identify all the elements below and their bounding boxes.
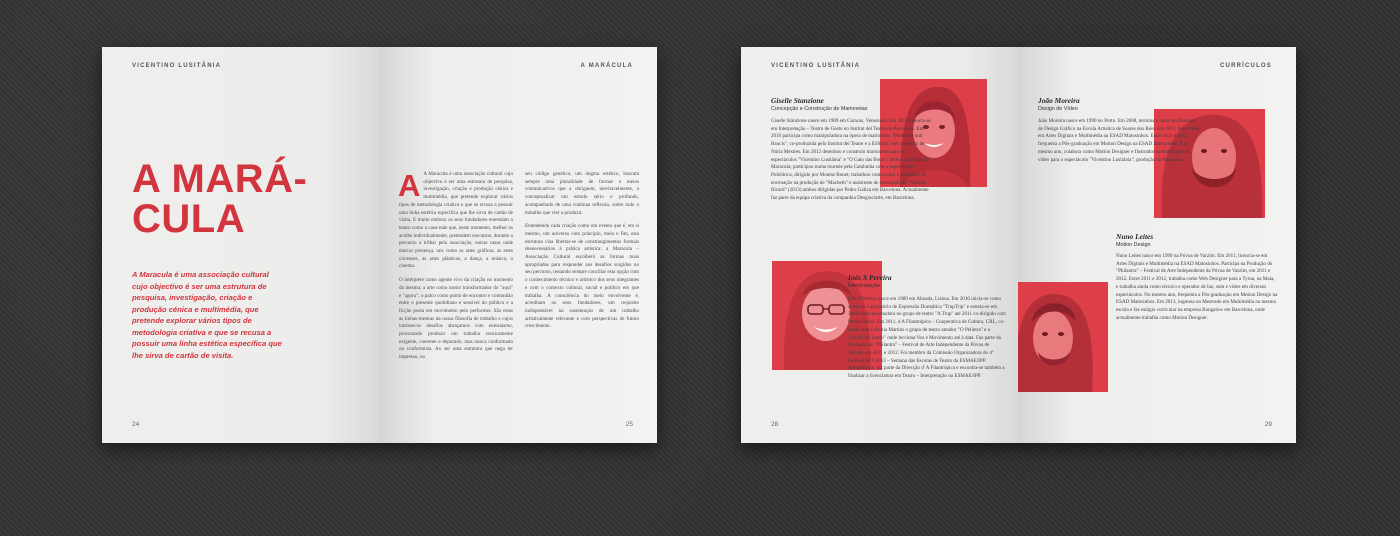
title-line-2: CULA (132, 197, 246, 241)
page-25 (379, 47, 657, 443)
page-29 (1018, 47, 1296, 443)
person-bio: Inês S Pereira nasce em 1989 em Almada, Lisboa. Em 2010 inicia-se como actriz no Laboratório de Expressão Dramática "TrupTrip" e estreia-se em 2010 como encenadora no grupo de teatro "A Trup" até 2011 co-dirigido com Pedro Galiza. Em 2011, n'A Filantrópica – Cooperativa de Cultura, CRL, co-funda com Cristina Martins o grupo de teatro amador "O Pelintra" e a "Escola de Teatro" onde lecciona Voz e Movimento até à data. Faz parte da Produção de "Philantra" – Festival de Arte Independente da Póvoa de Varzim, em 2011 e 2012. Foi membro da Comissão Organizadora do 4º Festival SET 2013 – Semana das Escolas de Teatro da ESMAE/IPP. Actualmente, faz parte da Direcção d' A Filantrópica e encontra-se também a finalizar a licenciatura em Teatro – Interpretação na ESMAE/IPP. (848, 296, 1006, 380)
lead-paragraph: A Maracula é uma associação cultural cujo objectivo é ser uma estrutura de pesquisa, investigação, criação e produção cénica e multimédia, que pretende explorar vários tipos de metodologia criativa e que se recusa a possuir uma linha estética específica que lhe sirva de cartão de visita. (132, 270, 282, 360)
column-2-paragraph-1: seu código genético, um dogma estético, buscará sempre uma pluralidade de formas e meios comunicativos que a obriguem, inevitavelmente, a conceptualizar um estudo sério e profundo, acompanhado de uma contínua reflexão, sobre todo o trabalho que vier a produzir. (525, 171, 639, 216)
person-name: Giselle Stanzione (771, 96, 824, 105)
column-2-paragraph-2: Entendendo cada criação como um evento que é, em si mesmo, um universo com princípio, meio e fim, esta estrutura visa libertar-se de constrangimentos formais desnecessários à prática artística: a Maracula – Associação Cultural escolherá as formas mais apropriadas para responder aos desafios surgidos no seu percurso, tentando sempre conciliar esta opção com o conhecimento técnico e artístico dos seus integrantes e com o contexto cultural, social e político em que trabalha. A consciência do meio envolvente é, acreditam os seus fundadores, um requisito indispensável na sustentação de um trabalho artisticamente relevante e com perspectivas de futuro crescimento. (525, 223, 639, 330)
body-column-2 (525, 171, 639, 337)
person-role: Interpretação (848, 283, 880, 289)
running-head: CURRÍCULOS (1220, 63, 1272, 69)
person-role: Design de Vídeo (1038, 106, 1078, 112)
portrait-photo-nuno (1018, 282, 1108, 392)
person-bio: Giselle Stanzione nasce em 1989 em Caracas, Venezuela. Em 2013 licencia-se em Interpretação – Teatro de Gesto no Institut del Teatre de Barcelona. Em 2010 participa como manipuladora na ópera de marionetas "Philemon und Baucis", co-produzida pelo Institut del Teatre e a ESMAE, sob a direção de Núria Mestres. Em 2012 desenhou e construiu marionetas para os espectáculos "Vicentino Lusitânia" e "O Gato das Botas", ambos produção da Maracula; participou numa tournée pela Catalunha com o espectáculo Poliédrica, dirigido por Montse Bonet; trabalhou como actriz e assistente de encenação na produção de "Macbeth" e assistente de encenação de "Nonnés Ricard" (2013) ambos dirigidas por Pedro Galiza em Barcelona. Actualmente faz parte da equipa criativa da companhia Desgraciarte, em Barcelona. (771, 118, 931, 202)
page-number: 29 (1264, 421, 1272, 428)
person-bio: Nuno Leites nasce em 1990 na Póvoa de Varzim. Em 2011, licencia-se em Artes Digitais e Multimédia na ESAD Matosinhos. Participa na Produção do "Philantra" – Festival de Arte Independente da Póvoa de Varzim, em 2011 e 2012. Entre 2011 e 2012, trabalha como Web Designer para a Tyrna, na Maia, e trabalha ainda como técnico e operador de luz, som e vídeo em diversos espectáculos. No mesmo ano, frequenta a Pós-graduação em Motion Design na ESAD Matosinhos. Em 2013, ingressa no Mestrado em Multimédia na mesma escola e faz estágio curricular na empresa Bungalow em Barcelona, onde actualmente trabalha como Motion Designer. (1116, 253, 1278, 321)
page-number: 24 (132, 421, 140, 428)
body-column-1 (398, 168, 513, 368)
person-bio: João Moreira nasce em 1990 no Porto. Em 2008, termina o curso profissional de Design Gráfico na Escola Artística de Soares dos Reis. Em 2011, licencia-se em Artes Digitais e Multimédia na ESAD Matosinhos. Entre 2011 e 2013, frequenta a Pós-graduação em Motion Design na ESAD Matosinhos. É ao mesmo ano, colabora como Motion Designer e Ilustrador na elaboração do vídeo para o espectáculo "Vicentino Lusitânia", produção da Maracula. (1038, 118, 1200, 163)
drop-cap: A (398, 168, 421, 203)
article-title (132, 159, 307, 239)
person-name: Nuno Leites (1116, 232, 1154, 241)
page-28 (741, 47, 1018, 443)
running-head: A MARÁCULA (580, 63, 633, 69)
person-name: João Moreira (1038, 96, 1080, 105)
title-line-1: A MARÁ- (132, 157, 308, 201)
person-name: Inês S Pereira (848, 273, 892, 282)
running-head: VICENTINO LUSITÂNIA (132, 63, 222, 69)
magazine-spread-28-29 (741, 47, 1296, 443)
running-head: VICENTINO LUSITÂNIA (771, 63, 861, 69)
magazine-spread-24-25 (102, 47, 657, 443)
person-role: Motion Design (1116, 242, 1151, 248)
page-number: 25 (625, 421, 633, 428)
page-number: 28 (771, 421, 779, 428)
column-1-paragraph-1: A Maracula é uma associação cultural cujo objectivo é ser uma estrutura de pesquisa, investigação, criação e produção cénica e multimédia, que pretende explorar vários tipos de metodologia criativa e que se recusa a possuir uma linha estética específica que lhe sirva de cartão de visita. E muito embora os seus fundadores entendam o teatro como a casa-mãe que, neste momento, melhor os acolhe individualmente, pretendem encontrar, durante o percurso a trilhar pela associação, outras casas onde marcar presença, tais como as artes gráficas, as artes circenses, as artes plásticas, a dança, a música, o cinema. (399, 171, 513, 270)
column-1-paragraph-2: O intérprete como agente vivo da criação no momento da mesma; a arte como motor transformador do "aqui" e "agora"; o palco como ponto de encontro e comunhão entre o presente quotidiano e sensível do público e a ficção posta em movimento pelo performer. São estas as linhas-mestras da nossa filosofia de trabalho e cujos intrínsecos desafios abraçamos com entusiasmo, procurando produzir um trabalho tecnicamente exigente, coerente e depurado, mas nunca conformado ou conformista. Ao ser uma estrutura que nega ter impresso, no (399, 277, 513, 361)
page-24 (102, 47, 379, 443)
person-role: Concepção e Construção de Marionetas (771, 106, 868, 112)
